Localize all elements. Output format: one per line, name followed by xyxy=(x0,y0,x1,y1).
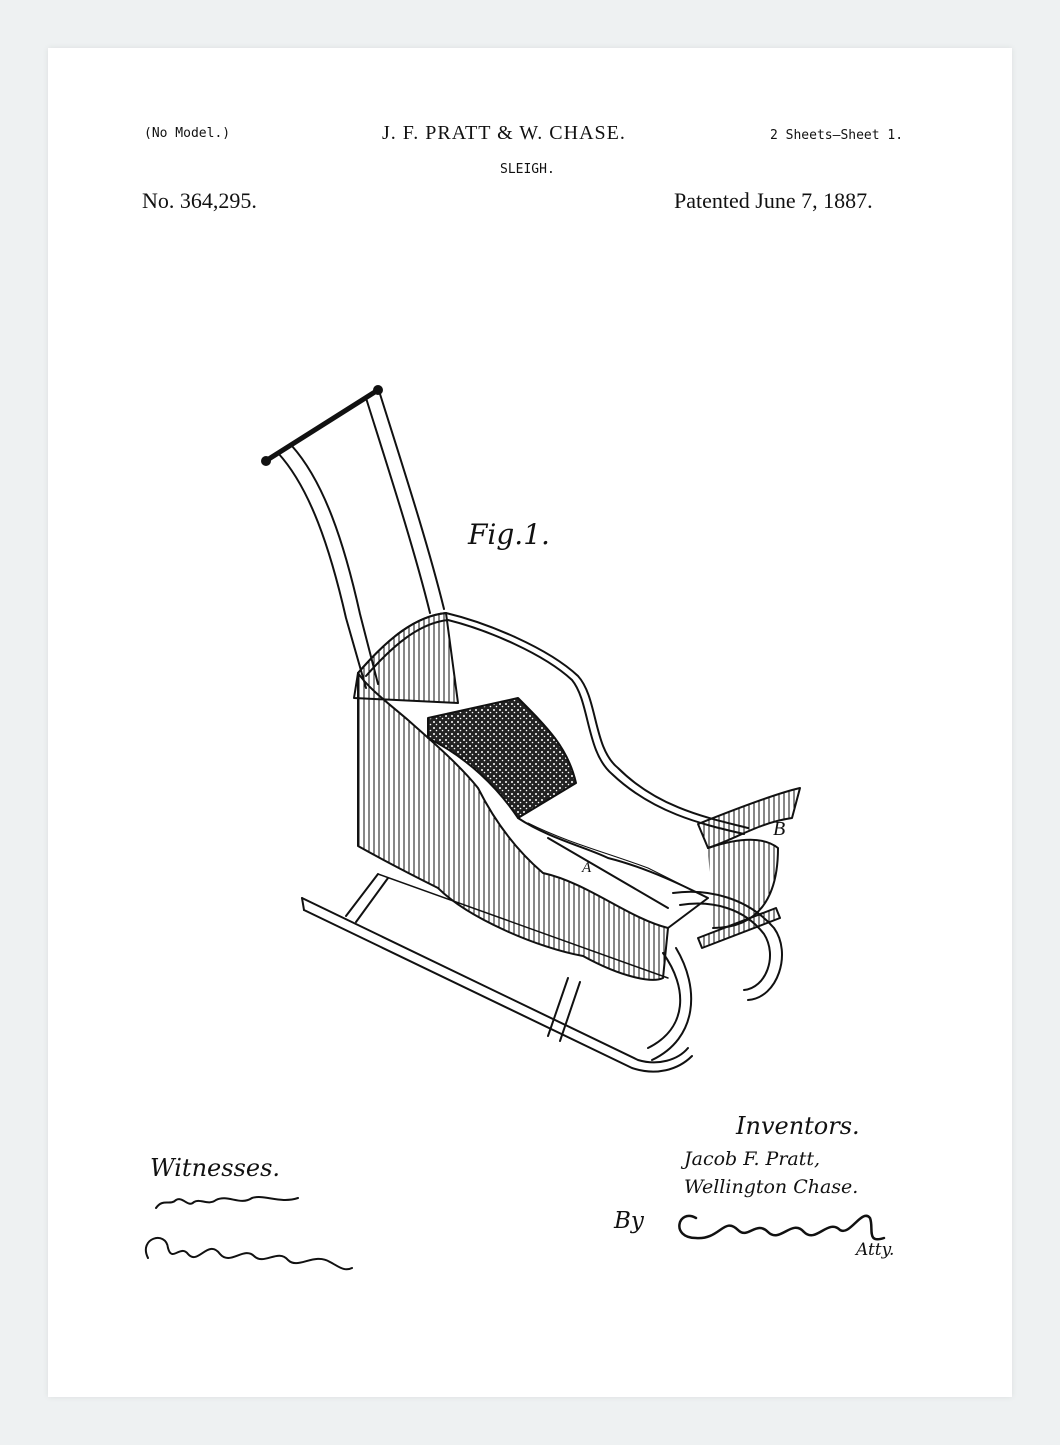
patent-date: Patented June 7, 1887. xyxy=(674,188,873,213)
atty-label: Atty. xyxy=(856,1240,895,1260)
sheet-count: 2 Sheets—Sheet 1. xyxy=(770,128,904,143)
inventors-heading: Inventors. xyxy=(736,1112,860,1140)
patent-sheet xyxy=(48,48,1012,1397)
patent-number: No. 364,295. xyxy=(142,188,257,213)
by-label: By xyxy=(614,1208,644,1234)
no-model-note: (No Model.) xyxy=(144,126,231,141)
attorney-signature-image xyxy=(48,48,1012,1397)
witnesses-heading: Witnesses. xyxy=(150,1154,281,1182)
inventor-name-2: Wellington Chase. xyxy=(684,1176,859,1198)
patent-subtitle: SLEIGH. xyxy=(500,162,555,177)
part-a-label: A xyxy=(582,860,592,876)
patent-title: J. F. PRATT & W. CHASE. xyxy=(382,122,626,144)
part-b-label: B xyxy=(773,818,786,840)
figure-label: Fig.1. xyxy=(468,518,550,551)
inventor-name-1: Jacob F. Pratt, xyxy=(684,1148,821,1170)
